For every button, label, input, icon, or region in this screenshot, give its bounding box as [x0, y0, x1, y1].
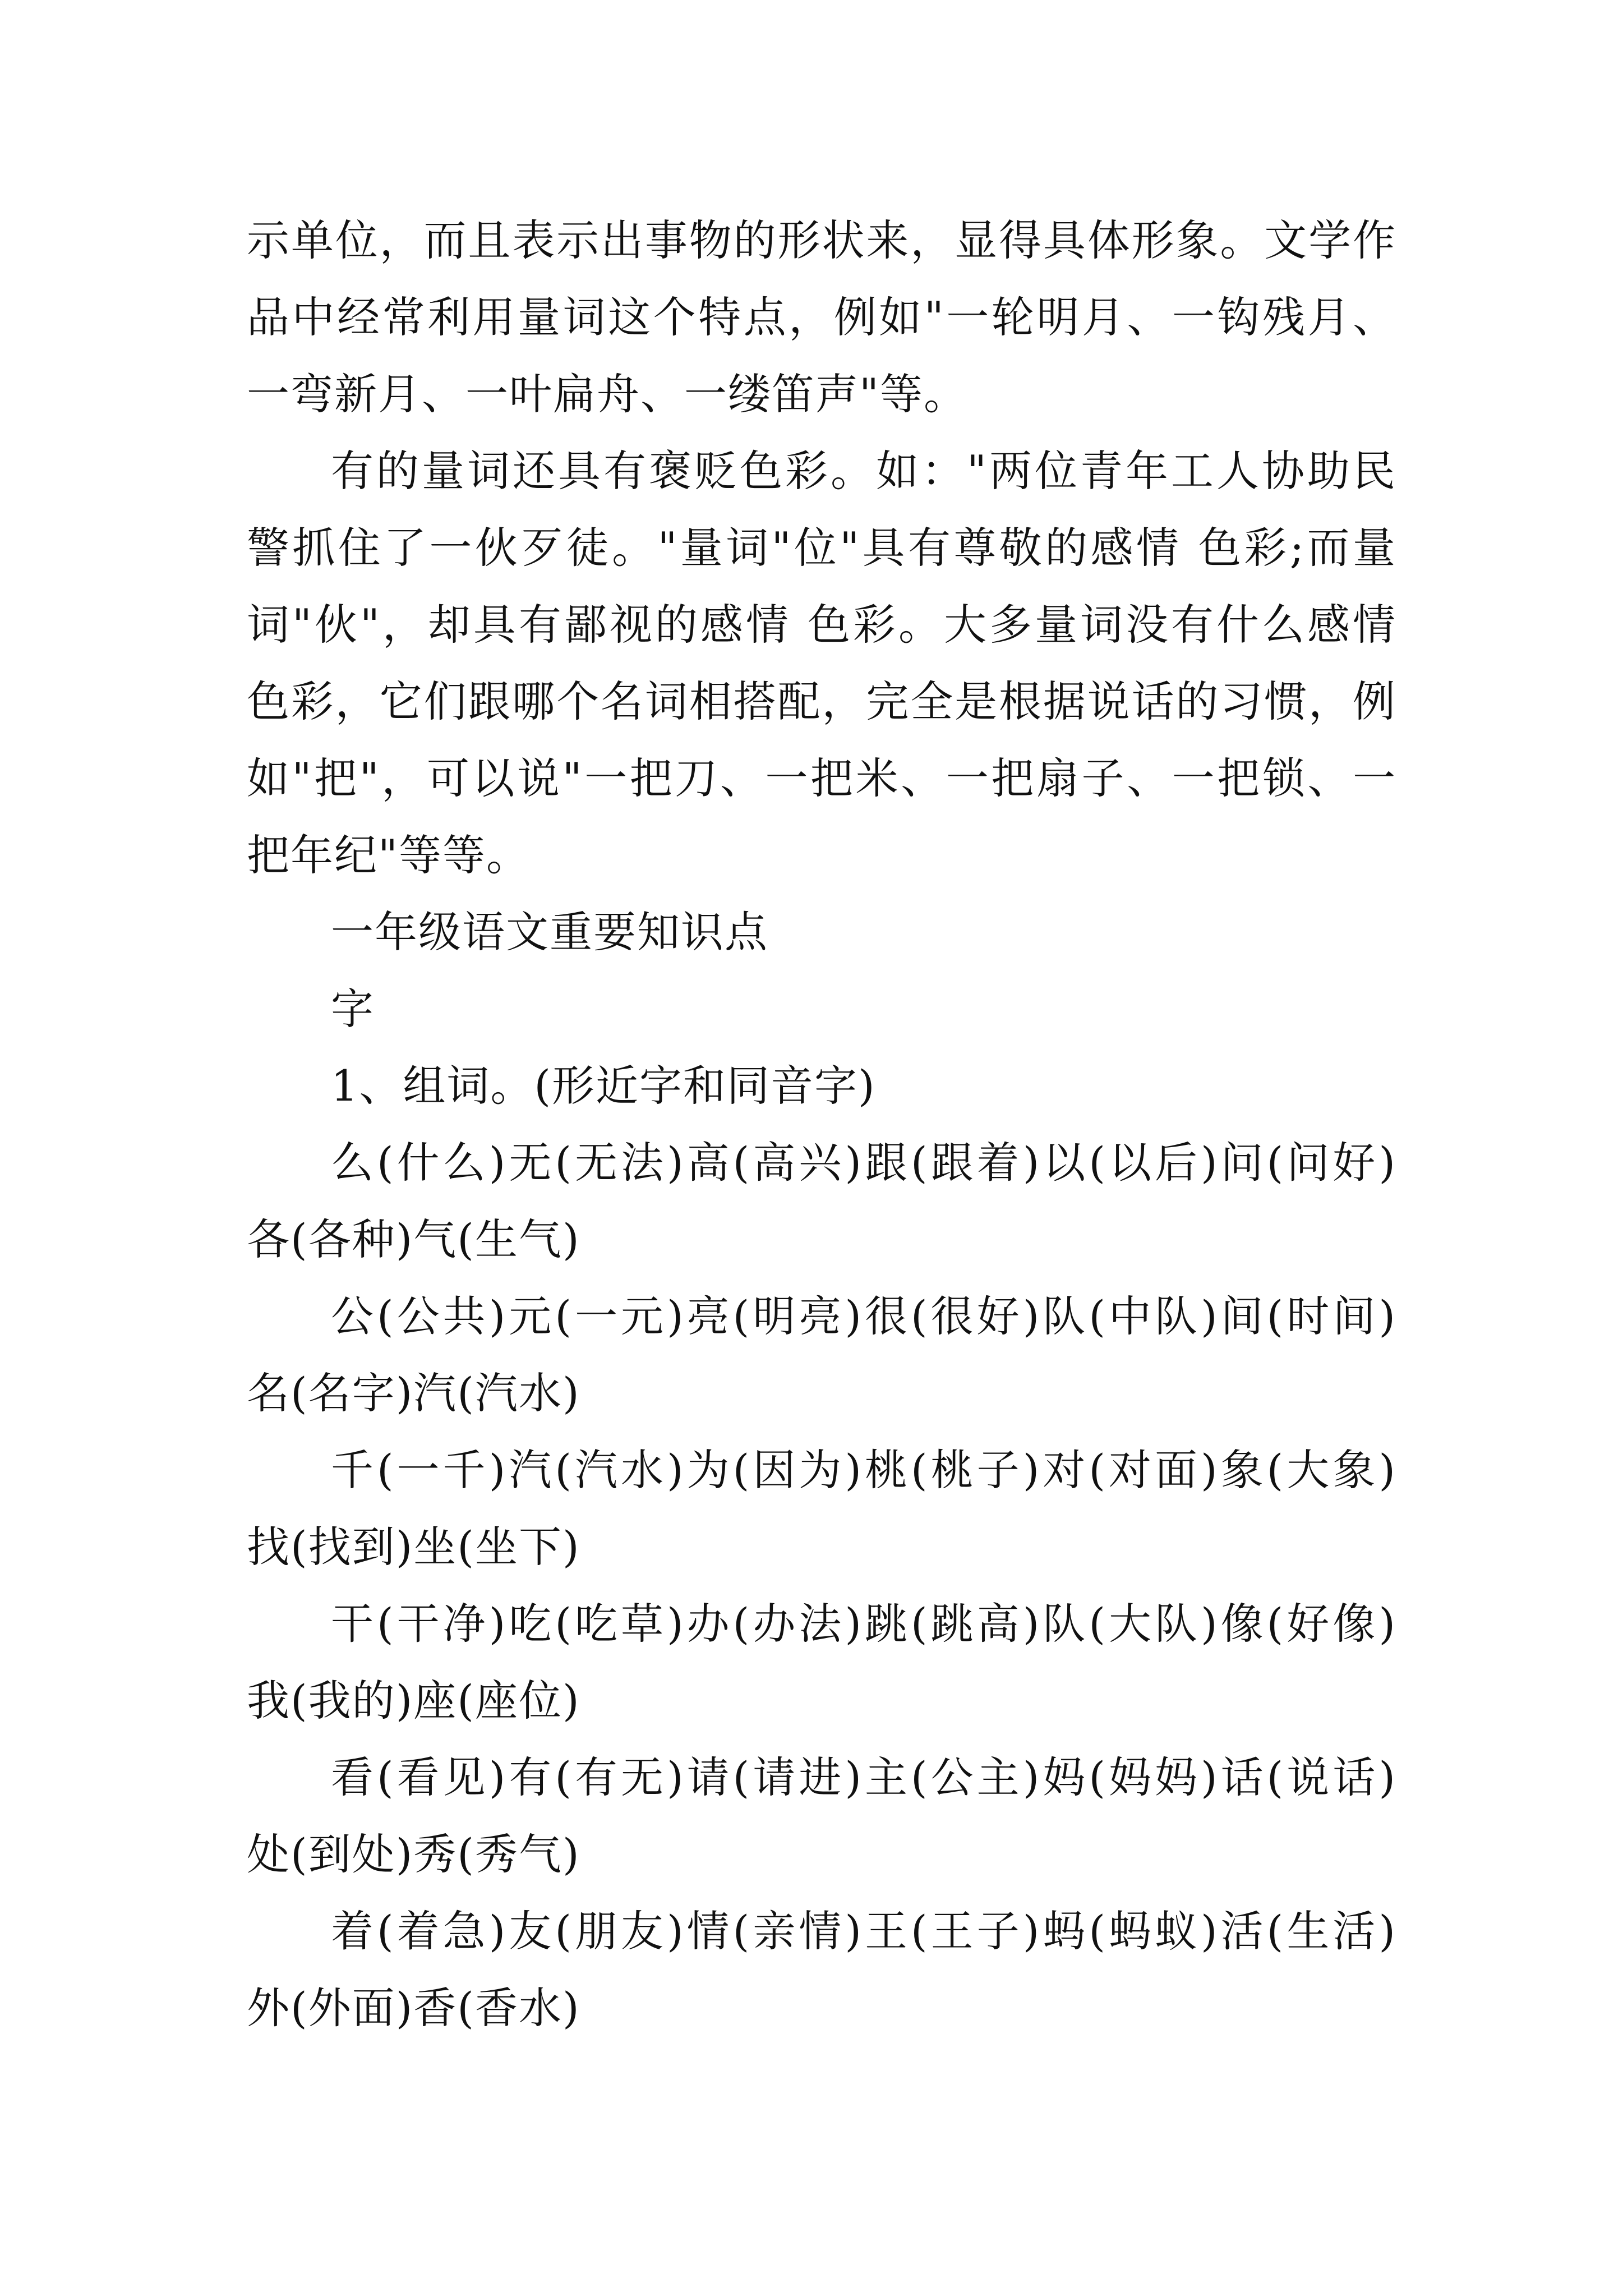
word-list-line: 公(公共)元(一元)亮(明亮)很(很好)队(中队)间(时间)	[331, 1291, 1396, 1341]
word-list-line: 么(什么)无(无法)高(高兴)跟(跟着)以(以后)问(问好)	[331, 1138, 1396, 1188]
word-list-line: 着(着急)友(朋友)情(亲情)王(王子)蚂(蚂蚁)活(生活)	[331, 1906, 1396, 1956]
word-list-line: 千(一千)汽(汽水)为(因为)桃(桃子)对(对面)象(大象)	[331, 1445, 1396, 1495]
subsection-heading: 字	[331, 984, 375, 1034]
text-line: 品中经常利用量词这个特点，例如"一轮明月、一钩残月、	[247, 292, 1396, 342]
text-line: 色彩，它们跟哪个名词相搭配，完全是根据说话的习惯，例	[247, 677, 1396, 726]
item-heading: 1、组词。(形近字和同音字)	[331, 1061, 876, 1111]
word-list-line: 我(我的)座(座位)	[247, 1676, 580, 1726]
paragraph-start-line: 有的量词还具有褒贬色彩。如："两位青年工人协助民	[331, 446, 1396, 496]
text-line: 词"伙"，却具有鄙视的感情 色彩。大多量词没有什么感情	[247, 600, 1396, 650]
text-line: 如"把"，可以说"一把刀、一把米、一把扇子、一把锁、一	[247, 753, 1396, 803]
word-list-line: 各(各种)气(生气)	[247, 1214, 580, 1264]
word-list-line: 外(外面)香(香水)	[247, 1983, 580, 2033]
word-list-line: 名(名字)汽(汽水)	[247, 1368, 580, 1418]
text-line: 一弯新月、一叶扁舟、一缕笛声"等。	[247, 369, 967, 419]
section-heading: 一年级语文重要知识点	[331, 907, 768, 957]
word-list-line: 看(看见)有(有无)请(请进)主(公主)妈(妈妈)话(说话)	[331, 1752, 1396, 1802]
word-list-line: 处(到处)秀(秀气)	[247, 1829, 580, 1879]
word-list-line: 找(找到)坐(坐下)	[247, 1522, 580, 1572]
text-line: 警抓住了一伙歹徒。"量词"位"具有尊敬的感情 色彩;而量	[247, 523, 1396, 573]
text-line: 把年纪"等等。	[247, 830, 530, 880]
document-body	[247, 202, 1396, 2046]
text-line: 示单位，而且表示出事物的形状来，显得具体形象。文学作	[247, 215, 1396, 265]
word-list-line: 干(干净)吃(吃草)办(办法)跳(跳高)队(大队)像(好像)	[331, 1599, 1396, 1649]
